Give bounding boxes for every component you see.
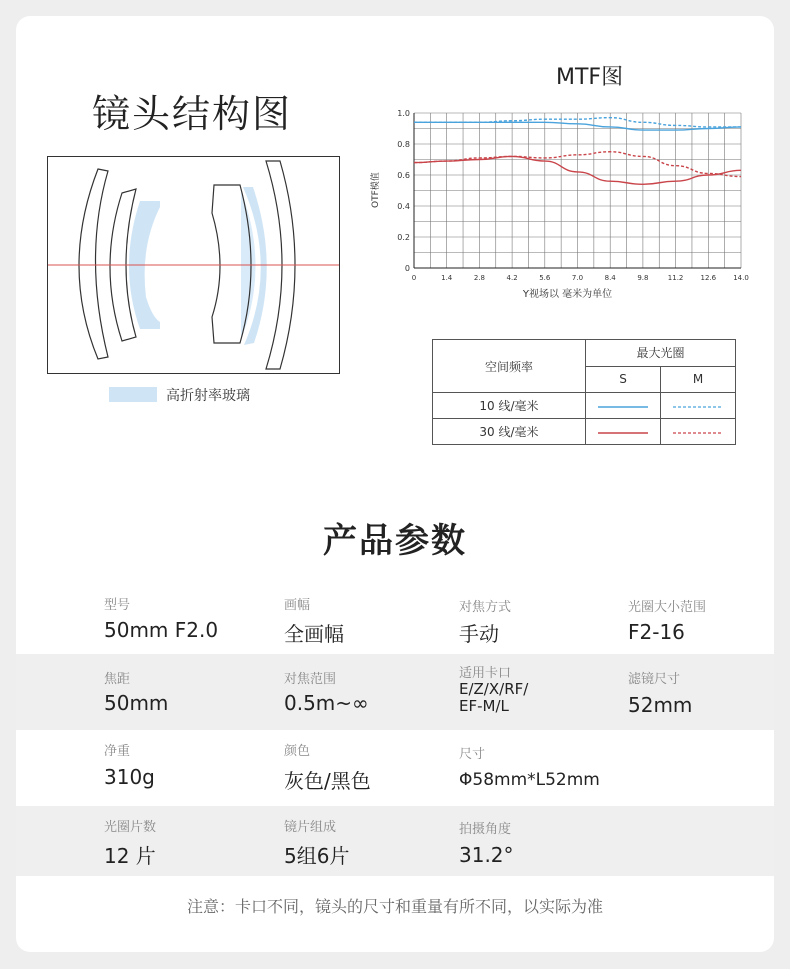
param-value-focus-range: 0.5m~∞ xyxy=(284,691,369,715)
chart-x-tick-label: 11.2 xyxy=(667,274,684,282)
mtf-chart xyxy=(362,100,762,305)
chart-x-tick-label: 9.8 xyxy=(637,274,649,282)
param-label-focus-mode: 对焦方式 xyxy=(459,600,512,615)
param-label-focus-range: 对焦范围 xyxy=(284,672,337,687)
param-value-model: 50mm F2.0 xyxy=(104,618,219,642)
param-value-focus-mode: 手动 xyxy=(459,622,499,646)
param-value-mount-line2: EF-M/L xyxy=(459,697,509,715)
param-value-format: 全画幅 xyxy=(284,622,344,646)
param-value-angle-of-view: 31.2° xyxy=(459,843,514,867)
chart-x-tick-label: 2.8 xyxy=(473,274,485,282)
chart-x-tick-label: 14.0 xyxy=(733,274,749,282)
chart-y-tick-label: 0.4 xyxy=(397,202,410,211)
param-label-format: 画幅 xyxy=(284,598,311,613)
table-row-30-s-swatch xyxy=(586,419,661,445)
param-value-aperture-range: F2-16 xyxy=(628,620,685,644)
param-label-filter-size: 滤镜尺寸 xyxy=(628,672,681,687)
chart-x-tick-label: 0 xyxy=(411,274,417,282)
table-header-frequency: 空间频率 xyxy=(433,340,586,393)
param-label-color: 颜色 xyxy=(284,744,311,759)
param-label-weight: 净重 xyxy=(104,744,131,759)
chart-y-tick-label: 0.6 xyxy=(397,171,410,180)
chart-x-tick-label: 7.0 xyxy=(571,274,584,282)
chart-x-tick-label: 4.2 xyxy=(506,274,518,282)
table-row-30-m-swatch xyxy=(661,419,736,445)
high-index-glass-swatch xyxy=(109,387,157,402)
chart-x-tick-label: 8.4 xyxy=(604,274,616,282)
param-label-aperture-blades: 光圈片数 xyxy=(104,820,157,835)
table-col-m: M xyxy=(661,366,736,393)
table-row-10-m-swatch xyxy=(661,393,736,419)
param-value-mount-line1: E/Z/X/RF/ xyxy=(459,680,529,698)
lens-element-1 xyxy=(79,169,108,359)
chart-x-axis-label: Y视场以 毫米为单位 xyxy=(522,289,613,300)
param-label-lens-composition: 镜片组成 xyxy=(284,820,337,835)
param-label-aperture-range: 光圈大小范围 xyxy=(628,600,707,615)
chart-x-tick-label: 12.6 xyxy=(700,274,717,282)
lens-structure-diagram xyxy=(47,156,340,374)
chart-y-tick-label: 1.0 xyxy=(397,109,410,118)
param-value-aperture-blades: 12 片 xyxy=(104,844,156,868)
param-value-color: 灰色/黑色 xyxy=(284,769,371,793)
lens-diagram-svg xyxy=(48,157,339,373)
product-params-title: 产品参数 xyxy=(323,521,467,561)
chart-x-tick-label: 5.6 xyxy=(539,274,551,282)
mtf-legend-table xyxy=(432,339,736,445)
dimensions-weight-note: 注意：卡口不同，镜头的尺寸和重量有所不同，以实际为准 xyxy=(186,897,603,916)
table-row-30-label: 30 线/毫米 xyxy=(433,419,586,445)
chart-y-axis-label: OTF模值 xyxy=(371,172,381,208)
table-row-10-label: 10 线/毫米 xyxy=(433,393,586,419)
param-label-focal-length: 焦距 xyxy=(104,672,131,687)
param-value-dimensions: Φ58mm*L52mm xyxy=(459,770,600,790)
param-label-model: 型号 xyxy=(104,598,131,613)
chart-y-tick-label: 0 xyxy=(404,264,410,273)
chart-x-tick-label: 1.4 xyxy=(441,274,453,282)
param-value-focal-length: 50mm xyxy=(104,691,169,715)
mtf-title: MTF图 xyxy=(556,65,624,90)
table-header-aperture: 最大光圈 xyxy=(586,340,736,367)
table-col-s: S xyxy=(586,366,661,393)
param-label-dimensions: 尺寸 xyxy=(459,747,486,762)
param-label-angle-of-view: 拍摄角度 xyxy=(459,822,512,837)
param-value-weight: 310g xyxy=(104,765,155,789)
high-index-glass-label: 高折射率玻璃 xyxy=(166,388,250,404)
param-value-filter-size: 52mm xyxy=(628,693,693,717)
lens-structure-title: 镜头结构图 xyxy=(92,92,293,136)
table-row-10-s-swatch xyxy=(586,393,661,419)
chart-y-tick-label: 0.2 xyxy=(397,233,410,242)
param-label-mount: 适用卡口 xyxy=(459,666,512,681)
chart-y-tick-label: 0.8 xyxy=(397,140,410,149)
param-value-lens-composition: 5组6片 xyxy=(284,844,350,868)
